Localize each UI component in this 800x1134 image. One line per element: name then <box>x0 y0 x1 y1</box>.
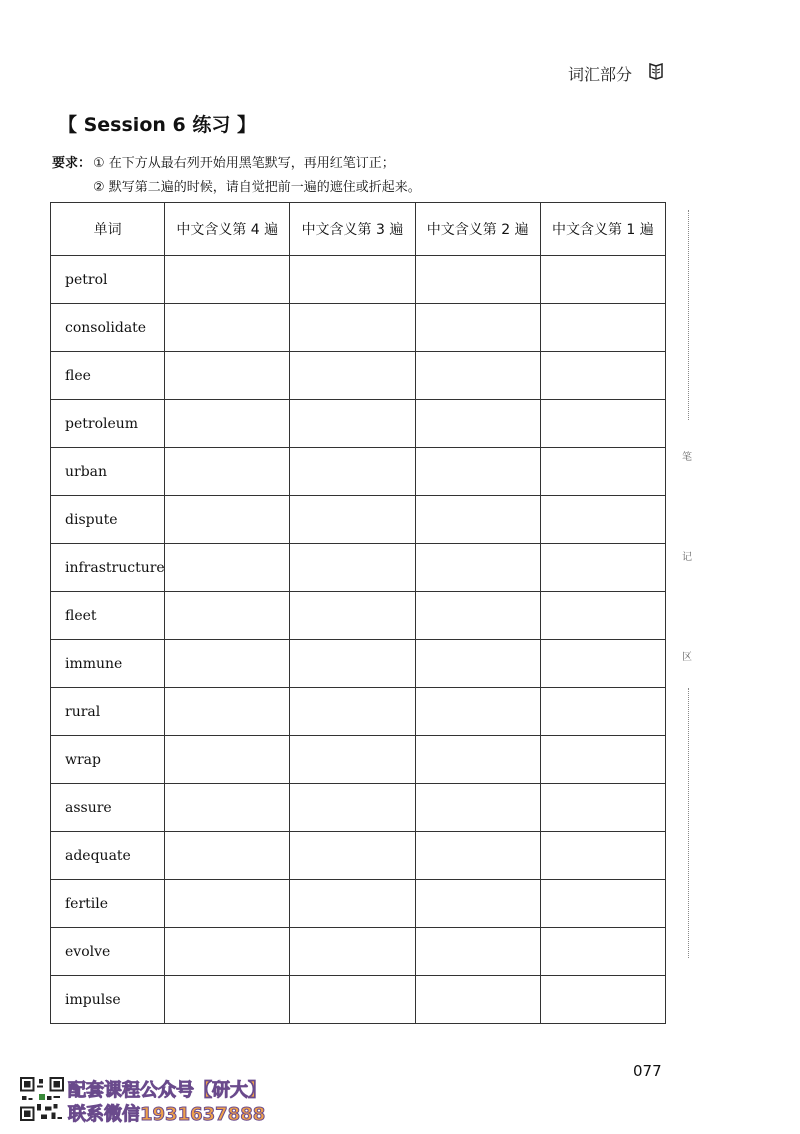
meaning-cell-3 <box>290 448 415 496</box>
table-row <box>51 928 666 976</box>
table-row <box>51 304 666 352</box>
table-row <box>51 496 666 544</box>
meaning-cell-2 <box>415 496 540 544</box>
meaning-cell-3 <box>290 256 415 304</box>
meaning-cell-2 <box>415 784 540 832</box>
meaning-cell-1 <box>540 592 665 640</box>
meaning-cell-1 <box>540 640 665 688</box>
table-row <box>51 832 666 880</box>
meaning-cell-2 <box>415 928 540 976</box>
header-meaning-3: 中文含义第 3 遍 <box>290 203 415 256</box>
meaning-cell-2 <box>415 736 540 784</box>
table-row <box>51 736 666 784</box>
meaning-cell-2 <box>415 256 540 304</box>
meaning-cell-2 <box>415 688 540 736</box>
meaning-cell-3 <box>290 928 415 976</box>
watermark-line-2: 联系微信1931637888 <box>68 1104 266 1125</box>
meaning-cell-1 <box>540 688 665 736</box>
meaning-cell-1 <box>540 256 665 304</box>
requirement-line-2: ② 默写第二遍的时候，请自觉把前一遍的遮住或折起来。 <box>93 180 421 195</box>
meaning-cell-2 <box>415 352 540 400</box>
word-cell: consolidate <box>51 304 165 352</box>
requirement-line-1: ① 在下方从最右列开始用黑笔默写，再用红笔订正； <box>93 156 395 171</box>
meaning-cell-1 <box>540 736 665 784</box>
meaning-cell-3 <box>290 496 415 544</box>
meaning-cell-1 <box>540 880 665 928</box>
word-cell: assure <box>51 784 165 832</box>
meaning-cell-1 <box>540 352 665 400</box>
meaning-cell-2 <box>415 592 540 640</box>
header-meaning-4: 中文含义第 4 遍 <box>165 203 290 256</box>
word-cell: dispute <box>51 496 165 544</box>
word-cell: rural <box>51 688 165 736</box>
meaning-cell-4 <box>165 400 290 448</box>
notes-divider-bottom <box>688 688 689 958</box>
meaning-cell-4 <box>165 784 290 832</box>
word-cell: adequate <box>51 832 165 880</box>
table-row <box>51 544 666 592</box>
meaning-cell-4 <box>165 352 290 400</box>
notes-label-char-3: 区 <box>682 652 692 663</box>
table-row <box>51 448 666 496</box>
meaning-cell-3 <box>290 400 415 448</box>
meaning-cell-1 <box>540 496 665 544</box>
meaning-cell-1 <box>540 448 665 496</box>
meaning-cell-3 <box>290 784 415 832</box>
meaning-cell-1 <box>540 304 665 352</box>
meaning-cell-4 <box>165 256 290 304</box>
meaning-cell-3 <box>290 688 415 736</box>
word-cell: immune <box>51 640 165 688</box>
notes-label-char-1: 笔 <box>682 452 692 463</box>
meaning-cell-2 <box>415 640 540 688</box>
meaning-cell-3 <box>290 352 415 400</box>
watermark-line-1: 配套课程公众号【研大】 <box>68 1080 266 1101</box>
meaning-cell-2 <box>415 448 540 496</box>
table-row <box>51 784 666 832</box>
meaning-cell-3 <box>290 592 415 640</box>
meaning-cell-3 <box>290 832 415 880</box>
meaning-cell-4 <box>165 640 290 688</box>
page-title: 【 Session 6 练习 】 <box>58 114 256 136</box>
header-meaning-1: 中文含义第 1 遍 <box>540 203 665 256</box>
table-row <box>51 400 666 448</box>
qr-code-icon <box>20 1077 64 1121</box>
meaning-cell-4 <box>165 592 290 640</box>
word-cell: flee <box>51 352 165 400</box>
meaning-cell-2 <box>415 880 540 928</box>
meaning-cell-4 <box>165 976 290 1024</box>
table-row <box>51 688 666 736</box>
meaning-cell-4 <box>165 736 290 784</box>
book-icon <box>648 62 664 80</box>
section-header: 词汇部分 <box>567 65 632 84</box>
meaning-cell-4 <box>165 928 290 976</box>
word-cell: fleet <box>51 592 165 640</box>
word-cell: impulse <box>51 976 165 1024</box>
meaning-cell-3 <box>290 976 415 1024</box>
meaning-cell-1 <box>540 928 665 976</box>
meaning-cell-4 <box>165 496 290 544</box>
page-number: 077 <box>633 1062 662 1080</box>
header-meaning-2: 中文含义第 2 遍 <box>415 203 540 256</box>
meaning-cell-4 <box>165 688 290 736</box>
meaning-cell-4 <box>165 448 290 496</box>
meaning-cell-4 <box>165 832 290 880</box>
meaning-cell-1 <box>540 832 665 880</box>
meaning-cell-2 <box>415 544 540 592</box>
notes-label-char-2: 记 <box>682 552 692 563</box>
vocab-table <box>50 202 666 1024</box>
meaning-cell-1 <box>540 544 665 592</box>
word-cell: fertile <box>51 880 165 928</box>
requirements-label: 要求： <box>52 156 92 171</box>
meaning-cell-1 <box>540 400 665 448</box>
table-row <box>51 880 666 928</box>
meaning-cell-3 <box>290 304 415 352</box>
meaning-cell-2 <box>415 832 540 880</box>
word-cell: infrastructure <box>51 544 165 592</box>
meaning-cell-2 <box>415 304 540 352</box>
meaning-cell-3 <box>290 880 415 928</box>
meaning-cell-4 <box>165 544 290 592</box>
meaning-cell-1 <box>540 976 665 1024</box>
word-cell: petroleum <box>51 400 165 448</box>
word-cell: wrap <box>51 736 165 784</box>
notes-divider-top <box>688 210 689 420</box>
header-word: 单词 <box>51 203 165 256</box>
meaning-cell-1 <box>540 784 665 832</box>
table-header-row <box>51 203 666 256</box>
meaning-cell-2 <box>415 976 540 1024</box>
meaning-cell-3 <box>290 640 415 688</box>
meaning-cell-4 <box>165 880 290 928</box>
table-row <box>51 352 666 400</box>
meaning-cell-3 <box>290 544 415 592</box>
table-row <box>51 592 666 640</box>
meaning-cell-2 <box>415 400 540 448</box>
table-row <box>51 256 666 304</box>
word-cell: urban <box>51 448 165 496</box>
meaning-cell-4 <box>165 304 290 352</box>
meaning-cell-3 <box>290 736 415 784</box>
table-row <box>51 640 666 688</box>
word-cell: petrol <box>51 256 165 304</box>
word-cell: evolve <box>51 928 165 976</box>
table-row <box>51 976 666 1024</box>
